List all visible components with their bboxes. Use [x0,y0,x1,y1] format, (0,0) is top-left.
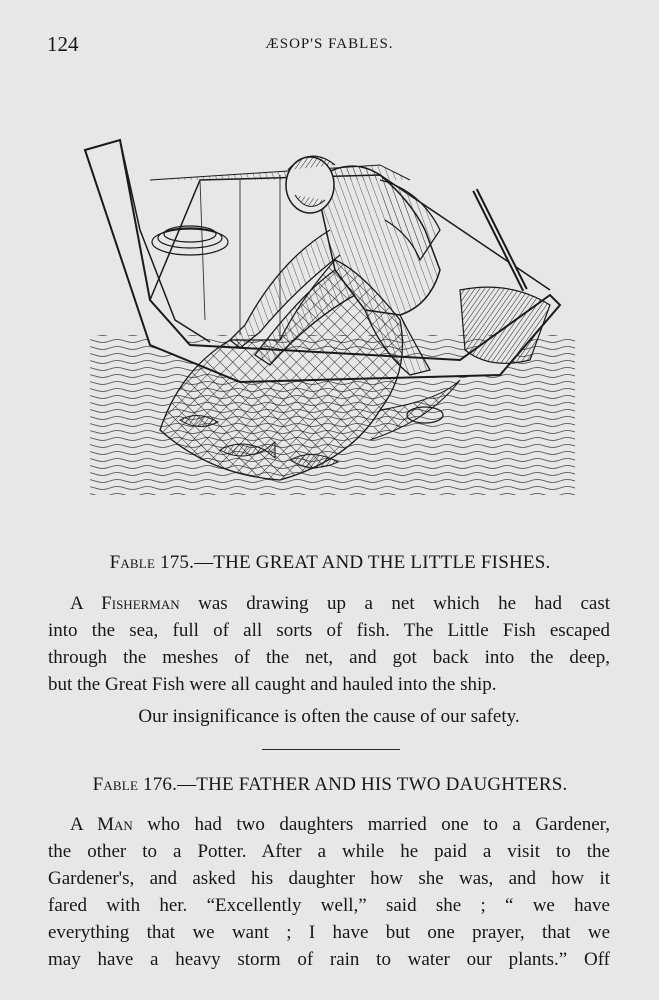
fable-176-label: Fable 176. [92,774,178,795]
fable-175-line: into the sea, full of all sorts of fish. The Little Fish escaped [48,620,610,641]
fable-175-line: but the Great Fish were all caught and hauled into the ship. [48,674,497,695]
fable-175-title [47,552,613,574]
fisherman-engraving [80,120,585,505]
fable-175-line: through the meshes of the net, and got back into the deep, [48,647,610,668]
fable-175-line [48,590,610,617]
fable-176-line: Gardener's, and asked his daughter how she was, and how it [48,868,610,889]
fable-176-line-text: who had two daughters married one to a Gardener, [132,814,610,835]
fable-175-moral: Our insignificance is often the cause of our safety. [138,706,520,727]
fable-176-line: fared with her. “Excellently well,” said she ; “ we have [48,895,610,916]
fable-175-lead: A Fisherman [70,593,180,614]
fable-176-line: the other to a Potter. After a while he paid a visit to the [48,841,610,862]
running-head [0,30,659,60]
section-divider [262,749,400,750]
fable-175-heading: —THE GREAT AND THE LITTLE FISHES. [194,552,551,573]
book-title: ÆSOP'S FABLES. [265,36,394,52]
fable-176-heading: —THE FATHER AND HIS TWO DAUGHTERS. [177,774,568,795]
page-number: 124 [47,32,79,56]
fable-176-line: everything that we want ; I have but one prayer, that we [48,922,610,943]
fable-176-text [48,811,610,973]
fable-175-label: Fable 175. [109,552,195,573]
fable-175-text [48,590,610,698]
fable-176-line: may have a heavy storm of rain to water our plants.” Off [48,949,610,970]
fable-176-title [47,774,613,796]
fable-175-line-text: was drawing up a net which he had cast [179,593,610,614]
fable-176-lead: A Man [70,814,133,835]
fable-176-line [48,811,610,838]
